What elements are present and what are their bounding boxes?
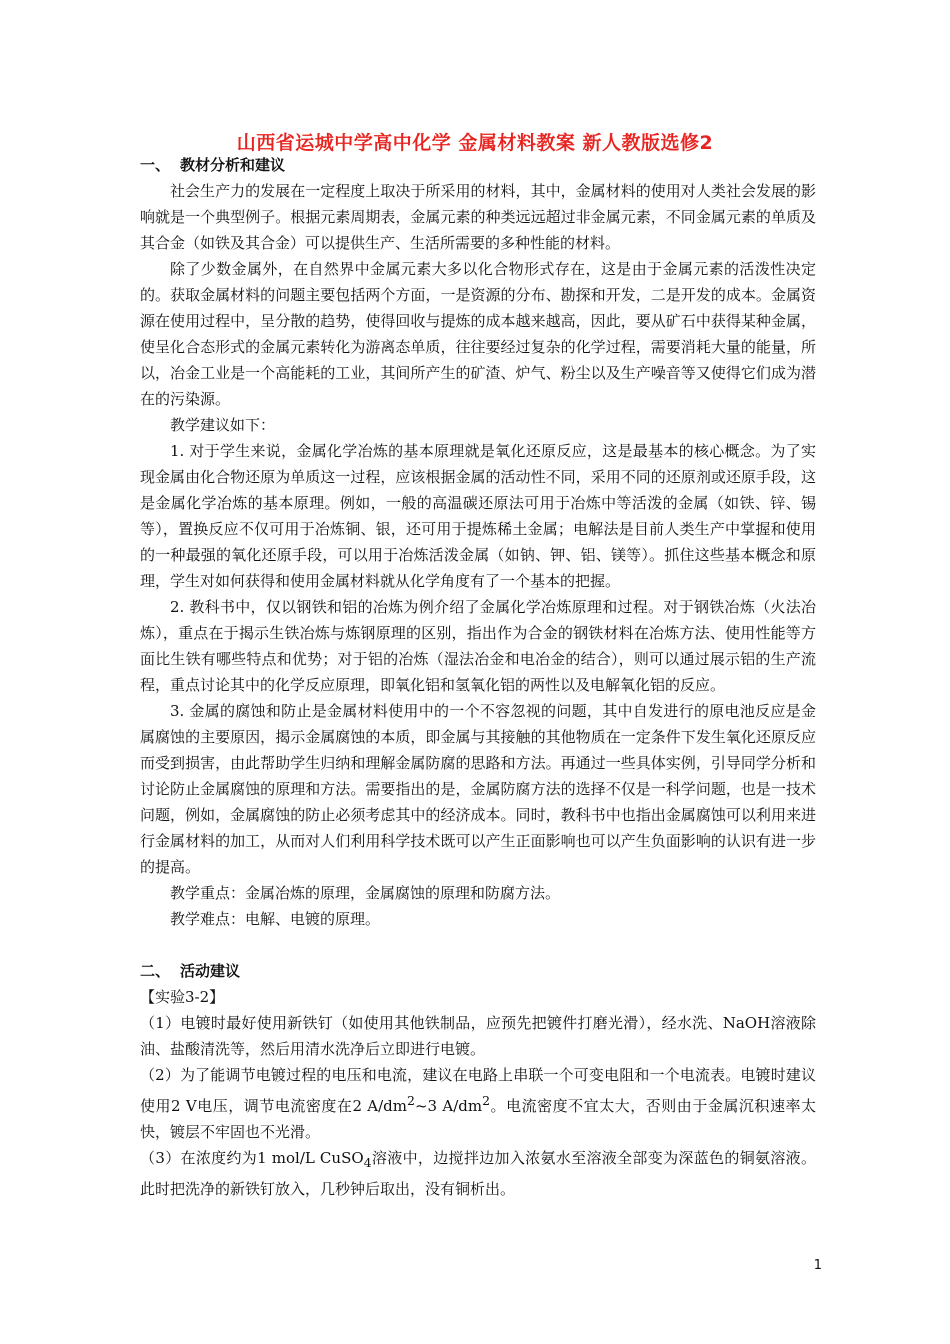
section-heading-1 <box>140 152 816 178</box>
section-title: 教材分析和建议 <box>180 156 286 174</box>
section-number: 二、 <box>140 962 171 980</box>
paragraph: 2. 教科书中，仅以钢铁和铝的冶炼为例介绍了金属化学冶炼原理和过程。对于钢铁冶炼（火法冶炼），重点在于揭示生铁冶炼与炼钢原理的区别，指出作为合金的钢铁材料在冶炼方法、使用性能等方面比生铁有哪些特点和优势；对于铝的冶炼（湿法冶金和电冶金的结合），则可以通过展示铝的生产流程，重点讨论其中的化学反应原理，即氧化铝和氢氧化铝的两性以及电解氧化铝的反应。 <box>140 598 816 694</box>
paragraph: 3. 金属的腐蚀和防止是金属材料使用中的一个不容忽视的问题，其中自发进行的原电池反应是金属腐蚀的主要原因，揭示金属腐蚀的本质，即金属与其接触的其他物质在一定条件下发生氧化还原反应而受到损害，由此帮助学生归纳和理解金属防腐的思路和方法。再通过一些具体实例，引导同学分析和讨论防止金属腐蚀的原理和方法。需要指出的是，金属防腐方法的选择不仅是一科学问题，也是一技术问题，例如，金属腐蚀的防止必须考虑其中的经济成本。同时，教科书中也指出金属腐蚀可以利用来进行金属材料的加工，从而对人们利用科学技术既可以产生正面影响也可以产生负面影响的认识有进一步的提高。 <box>140 702 816 876</box>
section-number: 一、 <box>140 156 171 174</box>
list-item: （1）电镀时最好使用新铁钉（如使用其他铁制品，应预先把镀件打磨光滑），经水洗、NaOH溶液除油、盐酸清洗等，然后用清水洗净后立即进行电镀。 <box>140 1014 816 1058</box>
teaching-focus: 教学重点：金属冶炼的原理，金属腐蚀的原理和防腐方法。 <box>170 884 561 902</box>
section-title: 活动建议 <box>180 962 241 980</box>
document-body <box>140 152 816 1202</box>
spacer <box>140 932 816 958</box>
paragraph: 社会生产力的发展在一定程度上取决于所采用的材料，其中，金属材料的使用对人类社会发展的影响就是一个典型例子。根据元素周期表，金属元素的种类远远超过非金属元素，不同金属元素的单质及其合金（如铁及其合金）可以提供生产、生活所需要的多种性能的材料。 <box>140 182 816 252</box>
list-item: （3）在浓度约为1 mol/L CuSO$_4$溶液中，边搅拌边加入浓氨水至溶液全部变为深蓝色的铜氨溶液。此时把洗净的新铁钉放入，几秒钟后取出，没有铜析出。 <box>140 1149 816 1198</box>
list-item: （2）为了能调节电镀过程的电压和电流，建议在电路上串联一个可变电阻和一个电流表。电镀时建议使用2 V电压，调节电流密度在2 $A/dm^2\sim 3$ $A/dm^2$。电流密度不宜太大，否则由于金属沉积速率太快，镀层不牢固也不光滑。 <box>140 1066 816 1141</box>
experiment-label: 【实验3-2】 <box>140 988 225 1006</box>
document-title: 山西省运城中学高中化学 金属材料教案 新人教版选修2 <box>236 132 714 154</box>
paragraph: 1. 对于学生来说，金属化学冶炼的基本原理就是氧化还原反应，这是最基本的核心概念。为了实现金属由化合物还原为单质这一过程，应该根据金属的活动性不同，采用不同的还原剂或还原手段，这是金属化学冶炼的基本原理。例如，一般的高温碳还原法可用于冶炼中等活泼的金属（如铁、锌、锡等），置换反应不仅可用于冶炼铜、银，还可用于提炼稀土金属；电解法是目前人类生产中掌握和使用的一种最强的氧化还原手段，可以用于冶炼活泼金属（如钠、钾、铝、镁等）。抓住这些基本概念和原理，学生对如何获得和使用金属材料就从化学角度有了一个基本的把握。 <box>140 442 816 590</box>
section-heading-2 <box>140 958 816 984</box>
paragraph: 除了少数金属外，在自然界中金属元素大多以化合物形式存在，这是由于金属元素的活泼性决定的。获取金属材料的问题主要包括两个方面，一是资源的分布、勘探和开发，二是开发的成本。金属资源在使用过程中，呈分散的趋势，使得回收与提炼的成本越来越高，因此，要从矿石中获得某种金属，使呈化合态形式的金属元素转化为游离态单质，往往要经过复杂的化学过程，需要消耗大量的能量，所以，冶金工业是一个高能耗的工业，其间所产生的矿渣、炉气、粉尘以及生产噪音等又使得它们成为潜在的污染源。 <box>140 260 816 408</box>
teaching-difficulty: 教学难点：电解、电镀的原理。 <box>170 910 381 928</box>
page-number: 1 <box>813 1258 822 1273</box>
paragraph: 教学建议如下： <box>170 416 276 434</box>
